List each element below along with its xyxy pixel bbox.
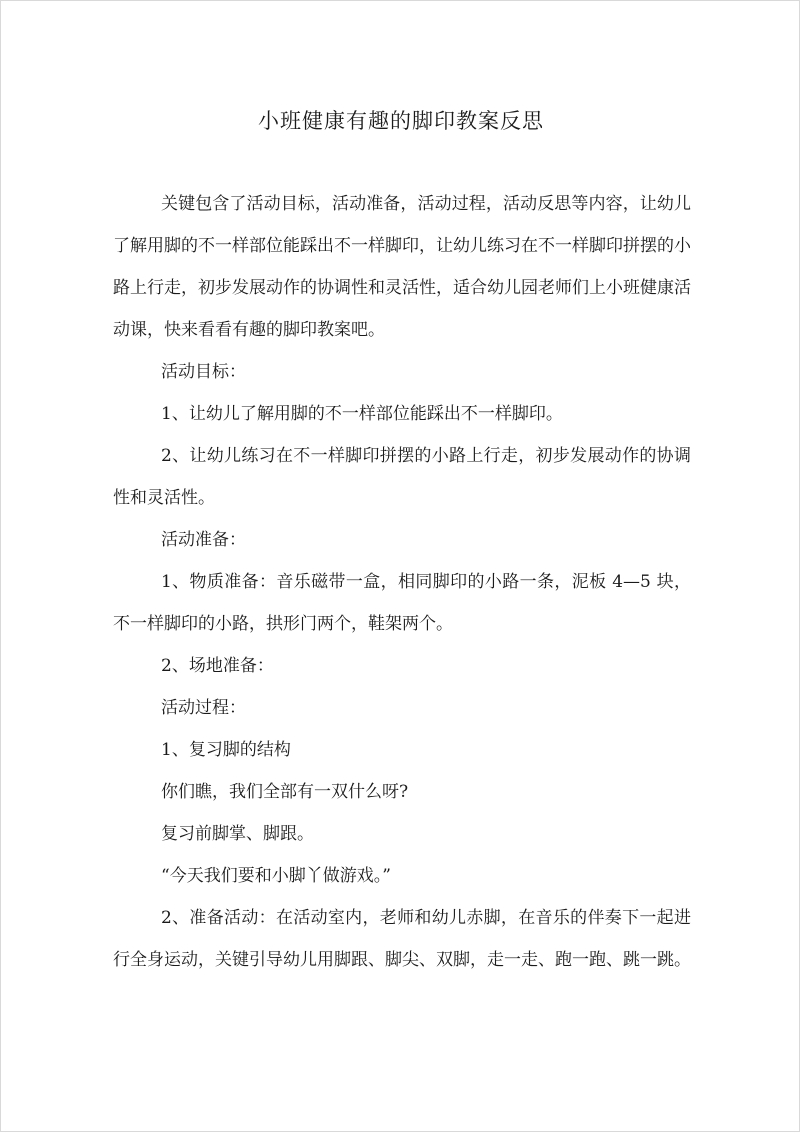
process-line-question: 你们瞧，我们全部有一双什么呀? [161,782,409,802]
process-line-quote: “今天我们要和小脚丫做游戏。” [161,866,391,886]
goal-item-2: 2、让幼儿练习在不一样脚印拼摆的小路上行走，初步发展动作的协调性和灵活性。 [113,446,691,508]
document-body [113,183,691,981]
section-heading-preparation: 活动准备： [161,530,246,550]
process-item-2: 2、准备活动：在活动室内，老师和幼儿赤脚，在音乐的伴奏下一起进行全身运动，关键引导幼儿用脚跟、脚尖、双脚，走一走、跑一跑、跳一跳。 [113,908,691,970]
preparation-item-1: 1、物质准备：音乐磁带一盒，相同脚印的小路一条，泥板 4—5 块，不一样脚印的小路，拱形门两个，鞋架两个。 [113,572,691,634]
intro-paragraph: 关键包含了活动目标，活动准备，活动过程，活动反思等内容，让幼儿了解用脚的不一样部位能踩出不一样脚印，让幼儿练习在不一样脚印拼摆的小路上行走，初步发展动作的协调性和灵活性，适合幼儿园老师们上小班健康活动课，快来看看有趣的脚印教案吧。 [113,194,691,340]
process-item-1: 1、复习脚的结构 [161,740,291,760]
section-heading-goals: 活动目标： [161,362,246,382]
process-line-review: 复习前脚掌、脚跟。 [161,824,314,844]
section-heading-process: 活动过程： [161,698,246,718]
preparation-item-2: 2、场地准备： [161,656,274,676]
document-title: 小班健康有趣的脚印教案反思 [258,109,544,133]
goal-item-1: 1、让幼儿了解用脚的不一样部位能踩出不一样脚印。 [161,404,563,424]
